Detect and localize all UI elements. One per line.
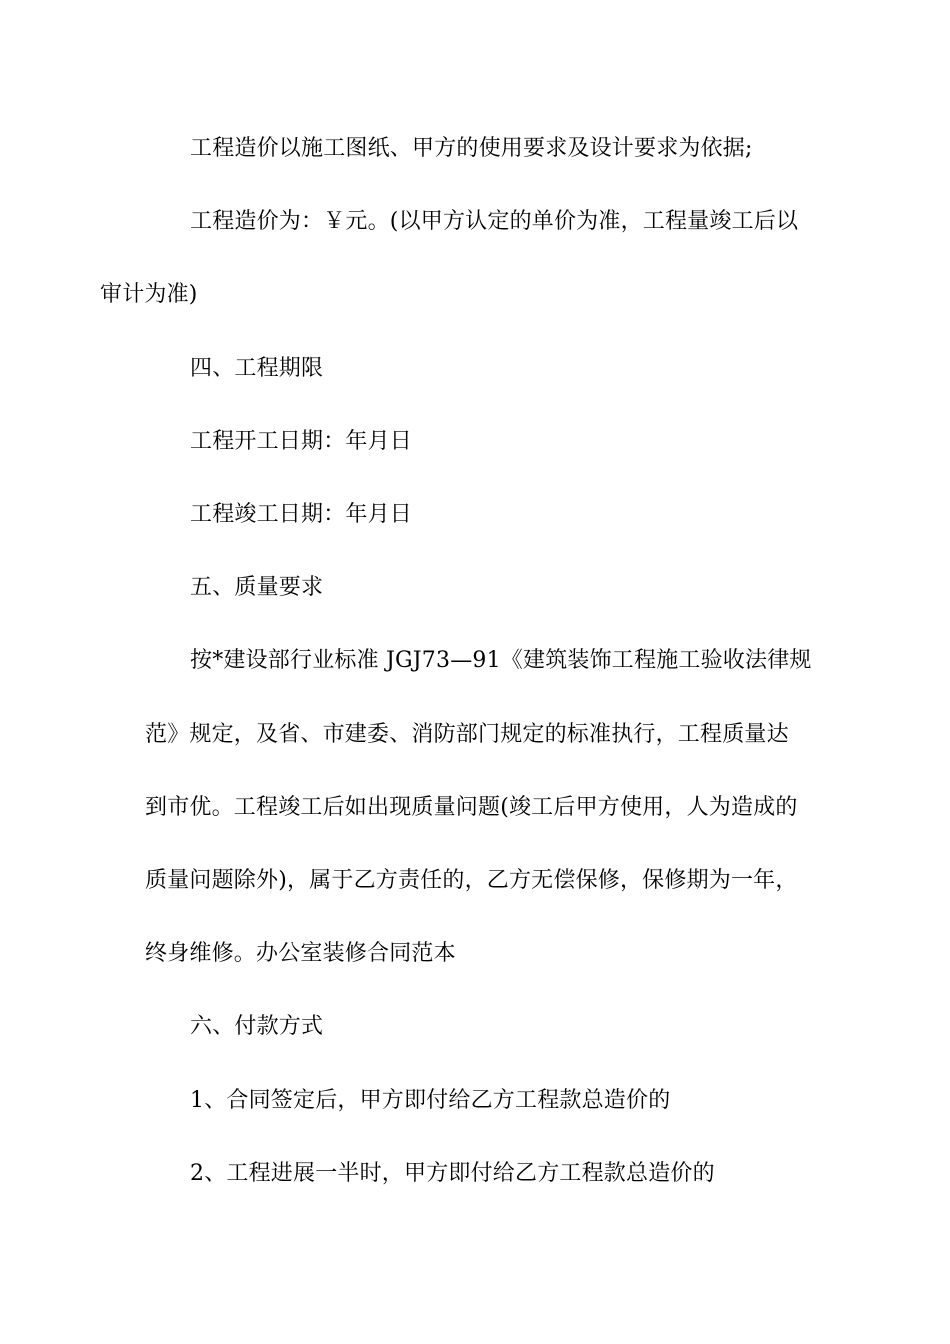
list-item-payment-2 — [145, 1137, 810, 1210]
paragraph-completion-date — [145, 478, 810, 551]
section-heading-quality — [145, 551, 810, 624]
section-heading-schedule — [145, 332, 810, 405]
paragraph-quality-standard — [145, 624, 810, 990]
paragraph-start-date — [145, 405, 810, 478]
text-line: 工程竣工日期：年月日 — [190, 502, 413, 528]
text-line: 到市优。工程竣工后如出现质量问题(竣工后甲方使用，人为造成的 — [145, 794, 798, 820]
text-line: 四、工程期限 — [190, 355, 324, 381]
paragraph-cost-basis — [145, 112, 810, 185]
text-line: 工程造价以施工图纸、甲方的使用要求及设计要求为依据; — [190, 136, 753, 161]
text-line: 工程开工日期：年月日 — [190, 428, 413, 454]
text-line: 1、合同签定后，甲方即付给乙方工程款总造价的 — [190, 1087, 671, 1113]
text-line: 工程造价为：￥元。(以甲方认定的单价为准，工程量竣工后以 — [190, 209, 799, 235]
section-heading-payment — [145, 990, 810, 1063]
text-line: 质量问题除外)，属于乙方责任的，乙方无偿保修，保修期为一年， — [145, 868, 798, 894]
paragraph-cost-amount — [100, 185, 810, 331]
list-item-payment-1 — [145, 1064, 810, 1137]
text-line: 终身维修。办公室装修合同范本 — [145, 941, 456, 967]
text-line: 五、质量要求 — [190, 575, 324, 601]
text-line: 范》规定，及省、市建委、消防部门规定的标准执行，工程质量达 — [145, 721, 789, 747]
text-line: 六、付款方式 — [190, 1014, 324, 1040]
document-body — [100, 112, 812, 1210]
text-line: 审计为准) — [100, 282, 198, 308]
text-line: 2、工程进展一半时，甲方即付给乙方工程款总造价的 — [190, 1160, 715, 1186]
text-line: 按*建设部行业标准 JGJ73—91《建筑装饰工程施工验收法律规 — [190, 648, 812, 674]
